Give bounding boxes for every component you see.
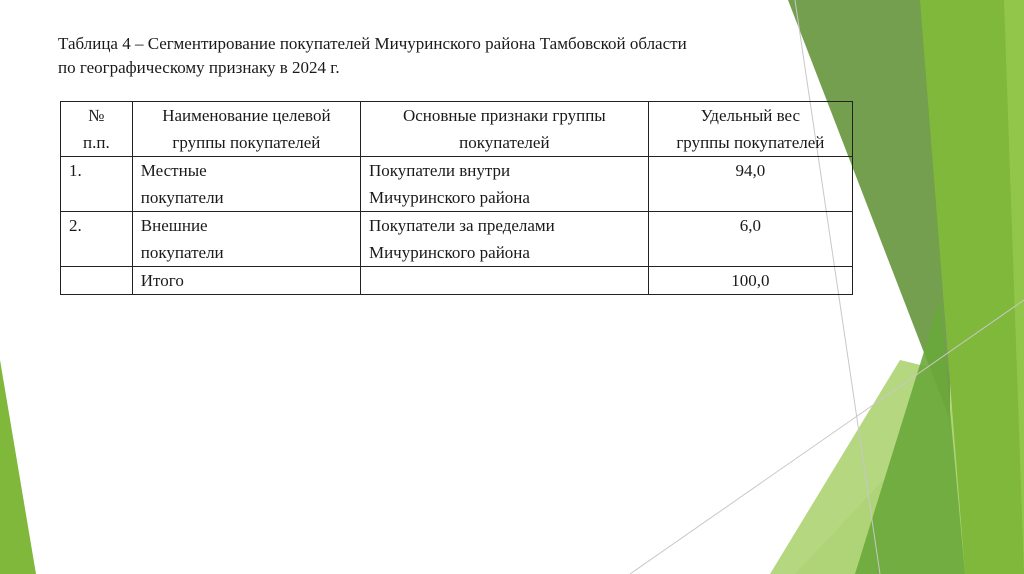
row-group-name-line-1: Местные [140,161,207,180]
row-criteria-line-1: Покупатели за пределами [368,216,555,235]
table-total-row [61,267,853,295]
segmentation-table [60,101,853,295]
row-group-name-line-2: покупатели [140,188,224,207]
left-edge-green-facet [0,360,36,574]
table-row [61,212,853,267]
header-group-name [132,102,360,157]
row-criteria-line-2: Мичуринского района [368,243,530,262]
row-criteria-line-2: Мичуринского района [368,188,530,207]
header-criteria-line-2: покупателей [459,133,550,152]
row-number: 2. [61,212,133,267]
row-share: 94,0 [648,157,852,212]
total-criteria [360,267,648,295]
table-header-row [61,102,853,157]
row-group-name-line-1: Внешние [140,216,208,235]
header-number [61,102,133,157]
header-share-line-2: группы покупателей [676,133,825,152]
header-share [648,102,852,157]
row-group-name [132,212,360,267]
row-criteria [360,212,648,267]
total-label: Итого [132,267,360,295]
row-group-name [132,157,360,212]
total-share: 100,0 [648,267,852,295]
header-group-name-line-2: группы покупателей [172,133,321,152]
table-caption-line-2: по географическому признаку в 2024 г. [58,58,340,77]
row-share: 6,0 [648,212,852,267]
header-number-line-1: № [88,106,105,125]
header-share-line-1: Удельный вес [700,106,801,125]
row-number: 1. [61,157,133,212]
header-criteria-line-1: Основные признаки группы [402,106,606,125]
total-number [61,267,133,295]
row-group-name-line-2: покупатели [140,243,224,262]
header-criteria [360,102,648,157]
table-caption [58,32,798,80]
table-row [61,157,853,212]
row-criteria [360,157,648,212]
table-caption-line-1: Таблица 4 – Сегментирование покупателей Мичуринского района Тамбовской области [58,34,687,53]
row-criteria-line-1: Покупатели внутри [368,161,511,180]
header-number-line-2: п.п. [83,133,110,152]
header-group-name-line-1: Наименование целевой [162,106,331,125]
